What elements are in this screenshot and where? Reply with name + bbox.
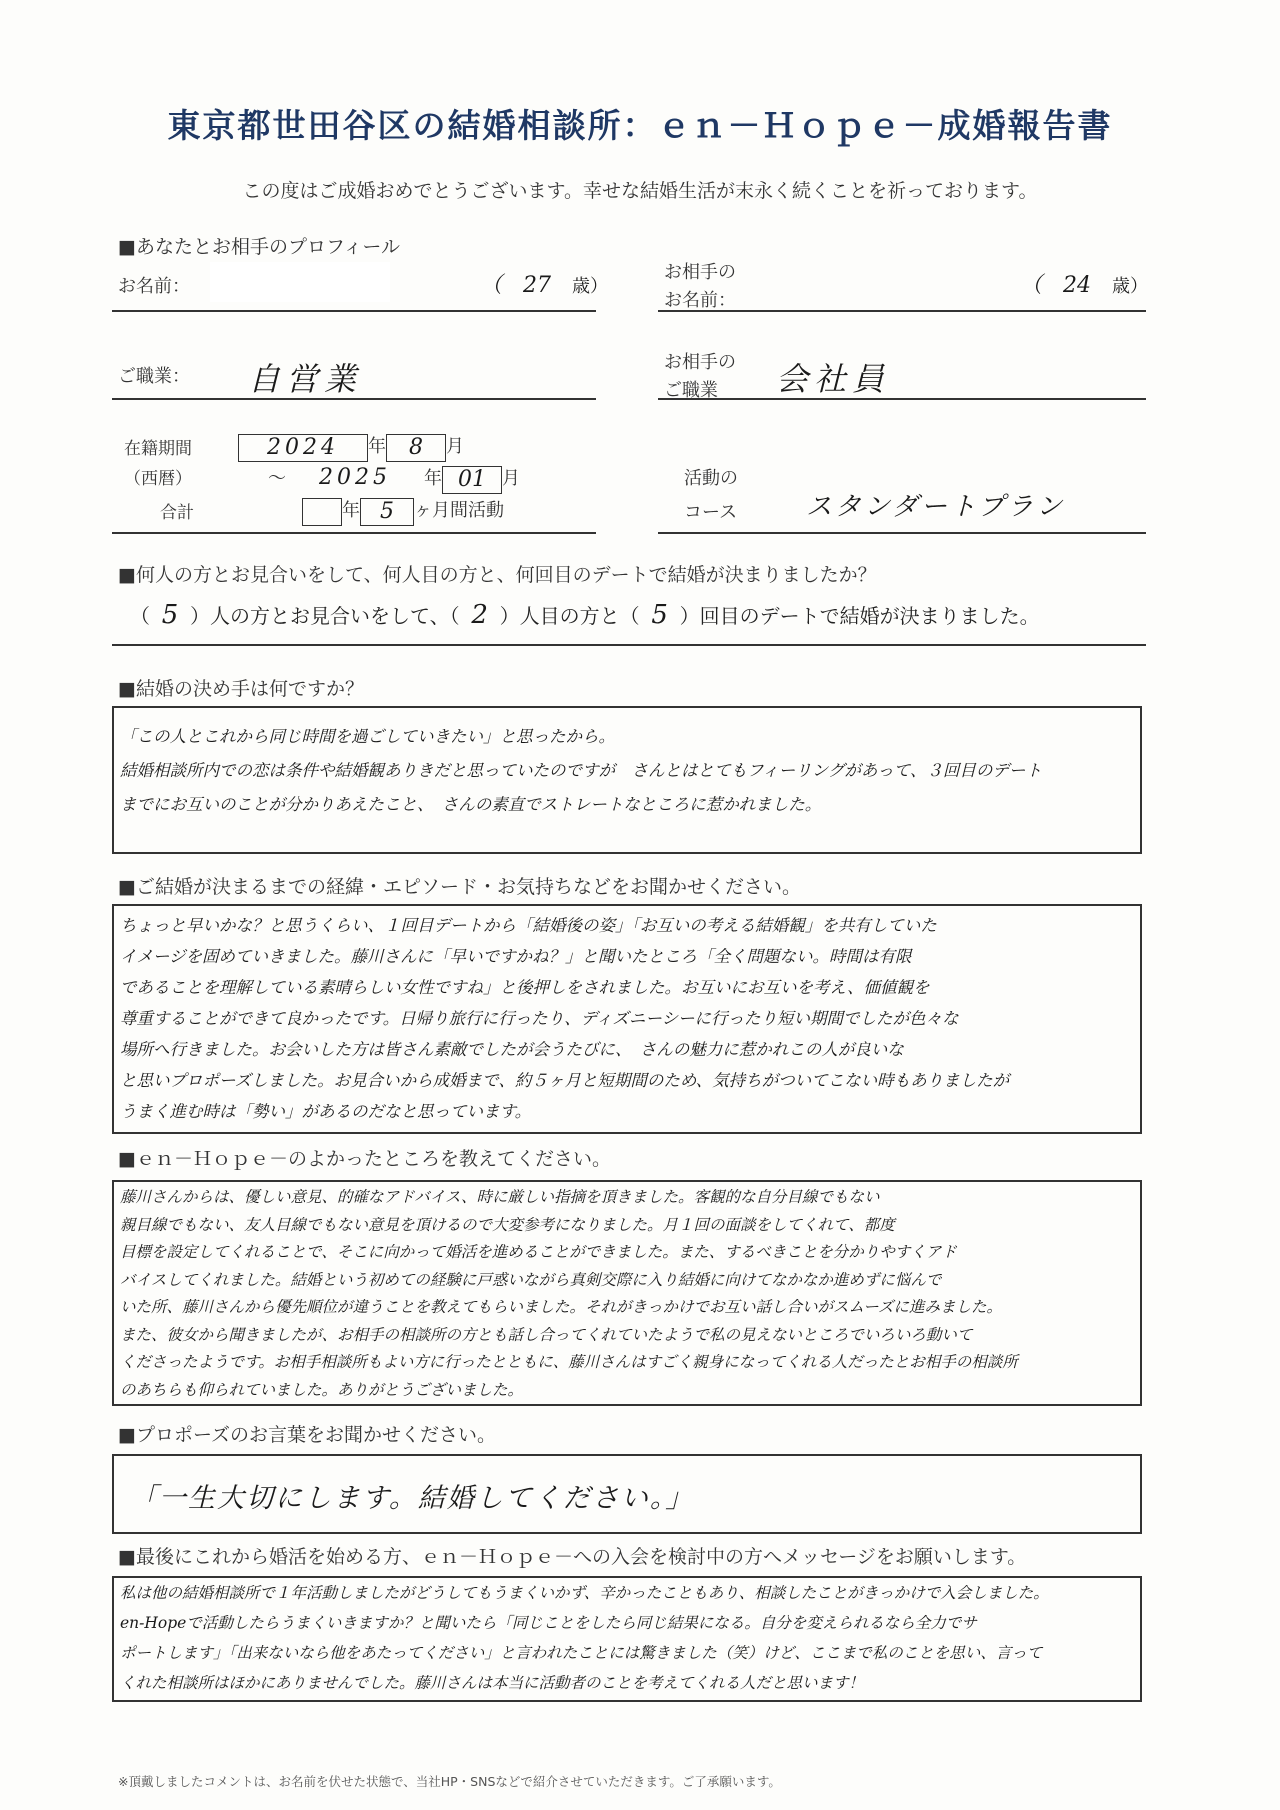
goodpoints-heading: ■ｅｎ－Ｈｏｐｅ－のよかったところを教えてください。 [118,1148,611,1170]
tilde: ～ [268,468,286,489]
episode-line: 場所へ行きました。お会いした方は皆さん素敵でしたが会うたびに、 さんの魅力に惹かれこの人が良いな [120,1040,904,1059]
episode-text [120,910,1134,1127]
meetings-heading: ■何人の方とお見合いをして、何人目の方と、何回目のデートで結婚が決まりましたか？ [118,564,877,586]
start-year-char: 年 [368,436,386,457]
total-months: 5 [360,498,414,526]
goodpoints-line: 親目線でもない、友人目線でもない意見を頂けるので大変参考になりました。月１回の面談をしてくれて、都度 [120,1215,895,1234]
decision-line: 「この人とこれから同じ時間を過ごしていきたい」と思ったから。 [120,727,615,746]
meetings-sentence [130,600,1040,630]
job-label: ご職業： [118,366,190,387]
course-label-1: 活動の [684,468,738,489]
goodpoints-line: バイスしてくれました。結婚という初めての経験に戸惑いながら真剣交際に入り結婚に向けてなかなか進めずに悩んで [120,1270,942,1289]
job-value: 自営業 [248,360,363,398]
age-field [480,268,608,299]
message-line: 私は他の結婚相談所で１年活動しましたがどうしてもうまくいかず、辛かったこともあり、相談したことがきっかけで入会しました。 [120,1584,1049,1602]
start-month-char: 月 [446,436,464,457]
decision-heading: ■結婚の決め手は何ですか？ [118,678,364,700]
partner-job-underline [658,398,1146,400]
meetings-p4: ）回目のデートで結婚が決まりました。 [679,604,1040,628]
total-year-char: 年 [342,500,360,521]
enroll-underline [112,532,596,534]
profile-heading: ■あなたとお相手のプロフィール [118,236,401,258]
partner-age-value: 24 [1063,273,1092,298]
partner-job-value: 会社員 [776,360,891,398]
episode-line: 尊重することができて良かったです。日帰り旅行に行ったり、ディズニーシーに行ったり短い期間でしたが色々な [120,1009,959,1028]
meetings-p3: ）人目の方と（ [499,604,640,628]
end-date [268,464,520,494]
episode-line: であることを理解している素晴らしい女性ですね」と後押しをされました。お互いにお互いを考え、価値観を [120,978,930,997]
start-date [238,432,464,462]
enroll-label-2: （西暦） [124,469,192,489]
end-month-char: 月 [502,468,520,489]
message-heading: ■最後にこれから婚活を始める方、ｅｎ－Ｈｏｐｅ－への入会を検討中の方へメッセージをお願いします。 [118,1546,1027,1568]
decision-line: 結婚相談所内での恋は条件や結婚観ありきだと思っていたのですが さんとはとてもフィーリングがあって、３回目のデート [120,761,1042,780]
start-year: 2024 [238,434,368,462]
footer-note: ※頂戴しましたコメントは、お名前を伏せた状態で、当社HP・SNSなどで紹介させていただきます。ご了承願います。 [118,1774,781,1789]
goodpoints-line: いた所、藤川さんから優先順位が違うことを教えてもらいました。それがきっかけでお互い話し合いがスムーズに進みました。 [120,1298,1002,1316]
proposal-heading: ■プロポーズのお言葉をお聞かせください。 [118,1424,497,1446]
enroll-label-3: 合計 [160,503,194,523]
meetings-underline [112,644,1146,646]
partner-job-label-1: お相手の [664,352,736,373]
end-year: 2025 [319,465,391,490]
total-suffix: ヶ月間活動 [414,500,504,521]
meetings-p1: （ [130,604,150,628]
message-line: ポートします」「出来ないなら他をあたってください」と言われたことには驚きました（笑）けど、ここまで私のことを思い、言って [120,1644,1043,1662]
episode-line: うまく進む時は「勢い」があるのだなと思っています。 [120,1102,532,1121]
name-redaction [210,262,390,302]
decision-text [120,720,1134,822]
goodpoints-line: くださったようです。お相手相談所もよい方に行ったとともに、藤川さんはすごく親身になってくれる人だったとお相手の相談所 [120,1353,1018,1371]
episode-line: イメージを固めていきました。藤川さんに「早いですかね？」と聞いたところ「全く問題ない。時間は有限 [120,947,912,966]
name-underline [112,310,596,312]
goodpoints-line: 藤川さんからは、優しい意見、的確なアドバイス、時に厳しい指摘を頂きました。客観的な自分目線でもない [120,1188,880,1206]
partner-name-label-2: お名前： [664,290,736,311]
total-period [302,496,504,526]
message-line: en-Hopeで活動したらうまくいきますか？と聞いたら「同じことをしたら同じ結果になる。自分を変えられるなら全力でサ [120,1614,977,1632]
episode-heading: ■ご結婚が決まるまでの経緯・エピソード・お気持ちなどをお聞かせください。 [118,876,801,898]
age-open: （ [480,273,503,298]
partner-job-label-2: ご職業 [664,380,718,401]
proposal-text: 「一生大切にします。結婚してください。」 [130,1483,695,1514]
course-underline [658,532,1146,534]
job-underline [112,398,596,400]
course-label-2: コース [684,502,738,523]
meetings-people: 5 [161,600,179,630]
meetings-nth-date: 5 [651,600,668,630]
meetings-nth-person: 2 [471,600,488,630]
episode-line: と思いプロポーズしました。お見合いから成婚まで、約５ヶ月と短期間のため、気持ちがついてこない時もありましたが [120,1071,1010,1090]
message-line: くれた相談所はほかにありませんでした。藤川さんは本当に活動者のことを考えてくれる人だと思います！ [120,1674,865,1692]
partner-age-close: 歳） [1112,276,1149,297]
intro-text: この度はご成婚おめでとうございます。幸せな結婚生活が末永く続くことを祈っております。 [242,180,1038,202]
goodpoints-line: のあちらも仰られていました。ありがとうございました。 [120,1380,524,1399]
partner-name-label-1: お相手の [664,262,736,283]
end-year-char: 年 [424,468,442,489]
partner-age-field [1020,268,1148,299]
goodpoints-text [120,1184,1134,1404]
end-month: 01 [442,466,502,494]
name-label: お名前： [118,276,190,297]
enroll-label-1: 在籍期間 [124,439,192,459]
age-value: 27 [523,273,552,298]
goodpoints-line: 目標を設定してくれることで、そこに向かって婚活を進めることができました。また、するべきことを分かりやすくアド [120,1243,957,1261]
message-text [120,1578,1134,1698]
start-month: 8 [386,434,446,462]
meetings-p2: ）人の方とお見合いをして、（ [190,604,460,628]
partner-name-underline [658,310,1146,312]
page-title: 東京都世田谷区の結婚相談所：ｅｎ－Ｈｏｐｅ－成婚報告書 [167,106,1113,145]
goodpoints-line: また、彼女から聞きましたが、お相手の相談所の方とも話し合ってくれていたようで私の見えないところでいろいろ動いて [120,1325,973,1344]
partner-age-open: （ [1020,273,1043,298]
total-years [302,498,342,526]
age-close: 歳） [572,276,609,297]
episode-line: ちょっと早いかな？と思うくらい、１回目デートから「結婚後の姿」「お互いの考える結婚観」を共有していた [120,916,937,935]
decision-line: までにお互いのことが分かりあえたこと、 さんの素直でストレートなところに惹かれました。 [120,795,822,814]
course-value: スタンダートプラン [806,492,1066,522]
